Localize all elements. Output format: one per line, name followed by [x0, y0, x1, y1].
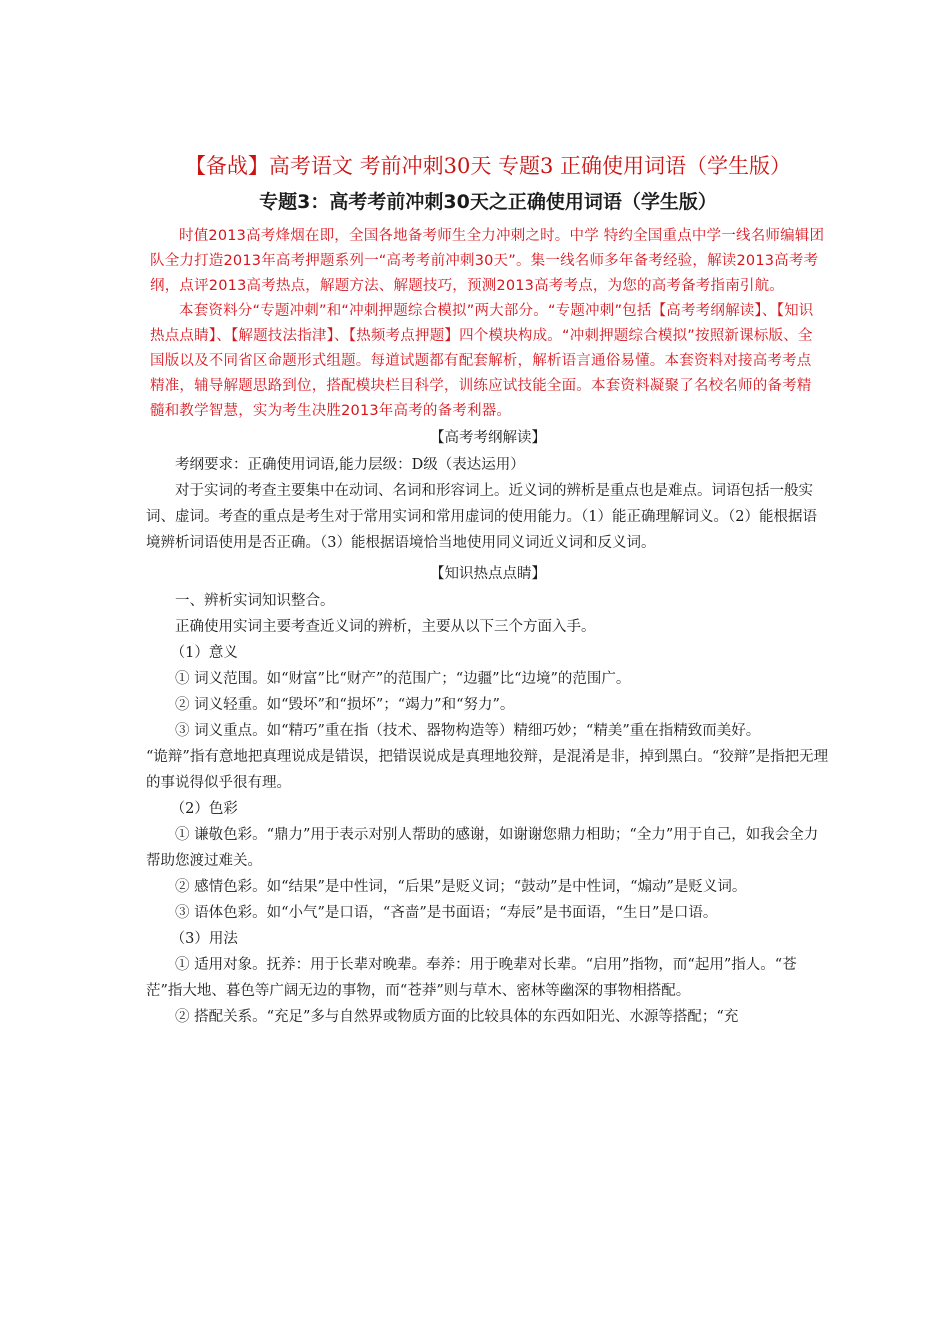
knowledge-line: ③ 词义重点。如“精巧”重在指（技术、器物构造等）精细巧妙；“精美”重在指精致而美好。	[175, 723, 761, 739]
knowledge-line: ③ 语体色彩。如“小气”是口语，“吝啬”是书面语；“寿辰”是书面语，“生日”是口语。	[175, 905, 718, 921]
section-heading-syllabus: 【高考考纲解读】	[430, 430, 546, 446]
knowledge-line: ① 谦敬色彩。“鼎力”用于表示对别人帮助的感谢，如谢谢您鼎力相助；“全力”用于自己，如我会全力帮助您渡过难关。	[146, 827, 819, 869]
knowledge-line: ② 词义轻重。如“毁坏”和“损坏”；“竭力”和“努力”。	[175, 697, 515, 713]
knowledge-line: （1）意义	[170, 645, 238, 661]
section-knowledge	[146, 588, 830, 1030]
document-page	[146, 150, 830, 1030]
section-heading-knowledge: 【知识热点点睛】	[430, 566, 546, 582]
section-syllabus	[146, 452, 830, 556]
knowledge-line: 一、辨析实词知识整合。	[175, 593, 335, 609]
document-subtitle: 专题3：高考考前冲刺30天之正确使用词语（学生版）	[259, 191, 717, 213]
syllabus-paragraph: 对于实词的考查主要集中在动词、名词和形容词上。近义词的辨析是重点也是难点。词语包括一般实词、虚词。考查的重点是考生对于常用实词和常用虚词的使用能力。（1）能正确理解词义。（2）能根据语境辨析词语使用是否正确。（3）能根据语境恰当地使用同义词近义词和反义词。	[146, 483, 817, 551]
requirement-line: 考纲要求：正确使用词语,能力层级：D级（表达运用）	[175, 457, 525, 473]
knowledge-line: （3）用法	[170, 931, 238, 947]
knowledge-line: “诡辩”指有意地把真理说成是错误，把错误说成是真理地狡辩，是混淆是非，掉到黑白。“狡辩”是指把无理的事说得似乎很有理。	[146, 749, 829, 791]
intro-paragraph-2: 本套资料分“专题冲刺”和“冲刺押题综合模拟”两大部分。“专题冲刺”包括【高考考纲解读】、【知识热点点睛】、【解题技法指津】、【热频考点押题】四个模块构成。“冲刺押题综合模拟”按照新课标版、全国版以及不同省区命题形式组题。每道试题都有配套解析，解析语言通俗易懂。本套资料对接高考考点精准，辅导解题思路到位，搭配模块栏目科学，训练应试技能全面。本套资料凝聚了名校名师的备考精髓和教学智慧，实为考生决胜2013年高考的备考利器。	[150, 303, 814, 419]
knowledge-line: 正确使用实词主要考查近义词的辨析，主要从以下三个方面入手。	[175, 619, 596, 635]
knowledge-line: （2）色彩	[170, 801, 238, 817]
knowledge-line: ② 搭配关系。“充足”多与自然界或物质方面的比较具体的东西如阳光、水源等搭配；“充	[175, 1009, 739, 1025]
knowledge-line: ② 感情色彩。如“结果”是中性词，“后果”是贬义词；“鼓动”是中性词，“煽动”是贬义词。	[175, 879, 747, 895]
document-title: 【备战】高考语文 考前冲刺30天 专题3 正确使用词语（学生版）	[184, 154, 792, 178]
knowledge-line: ① 适用对象。抚养：用于长辈对晚辈。奉养：用于晚辈对长辈。“启用”指物，而“起用”指人。“苍茫”指大地、暮色等广阔无边的事物，而“苍莽”则与草木、密林等幽深的事物相搭配。	[146, 957, 797, 999]
knowledge-line: ① 词义范围。如“财富”比“财产”的范围广；“边疆”比“边境”的范围广。	[175, 671, 631, 687]
intro-paragraph-1: 时值2013高考烽烟在即，全国各地备考师生全力冲刺之时。中学 特约全国重点中学一线名师编辑团队全力打造2013年高考押题系列一“高考考前冲刺30天”。集一线名师多年备考经验，解读2013高考考纲，点评2013高考热点，解题方法、解题技巧，预测2013高考考点，为您的高考备考指南引航。	[150, 228, 825, 294]
intro-block	[146, 224, 830, 424]
